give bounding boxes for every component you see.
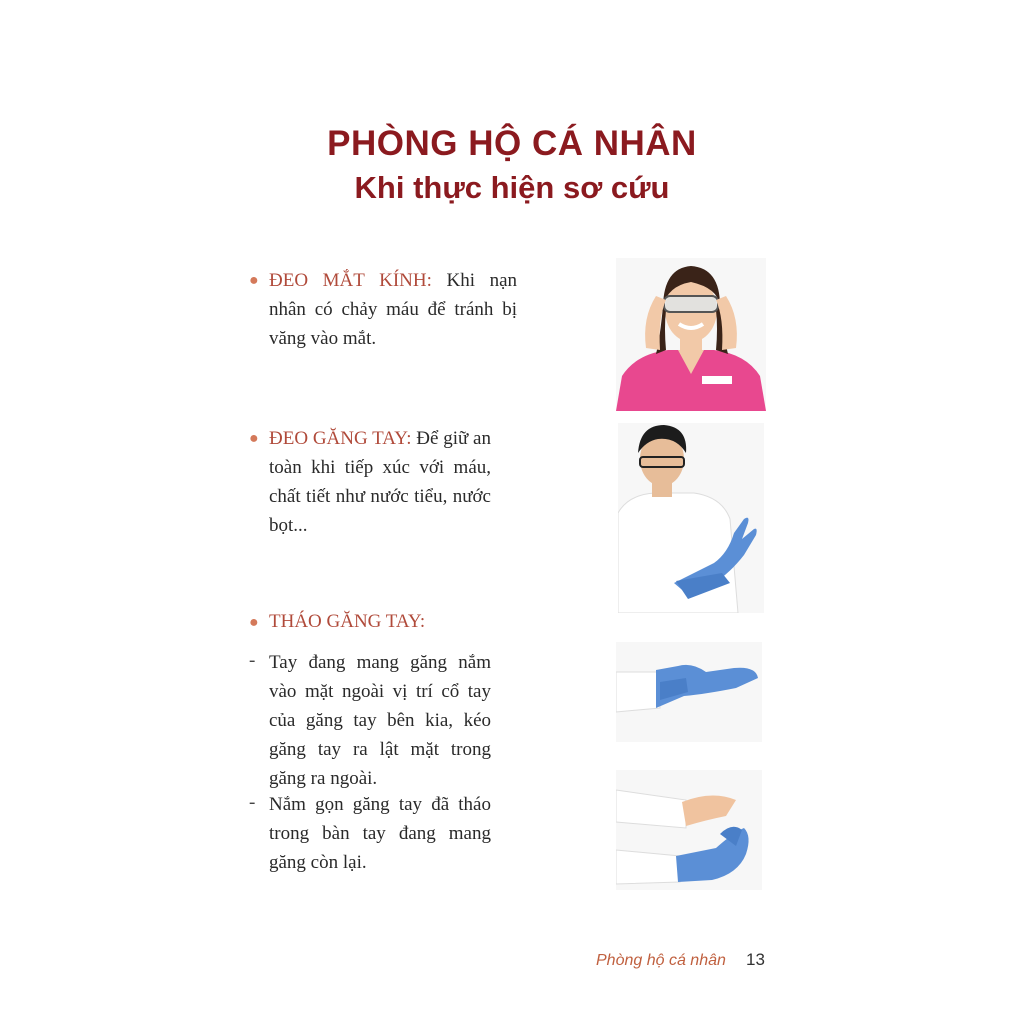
section-remove-gloves — [269, 607, 509, 636]
page-subtitle: Khi thực hiện sơ cứu — [354, 170, 670, 205]
bullet-icon: ● — [249, 614, 259, 631]
section-label: THÁO GĂNG TAY: — [269, 611, 426, 632]
section-text: Để giữ an toàn khi tiếp xúc với máu, chất tiết như nước tiểu, nước bọt... — [269, 428, 491, 536]
photo-removing-gloves-step1 — [616, 642, 762, 742]
dash-marker: - — [249, 792, 256, 813]
step-item: Tay đang mang găng nắm vào mặt ngoài vị trí cổ tay của găng tay bên kia, kéo găng tay ra lật mặt trong găng ra ngoài. — [269, 652, 491, 789]
section-text: Khi nạn nhân có chảy máu để tránh bị văng vào mắt. — [269, 270, 518, 349]
bullet-icon: ● — [249, 430, 259, 447]
section-label: ĐEO GĂNG TAY: — [269, 428, 412, 449]
page-number: 13 — [746, 950, 765, 969]
dash-marker: - — [249, 650, 256, 671]
step-item: Nắm gọn găng tay đã tháo trong bàn tay đang mang găng còn lại. — [269, 794, 491, 873]
section-label: ĐEO MẮT KÍNH: — [269, 270, 432, 291]
bullet-icon: ● — [249, 272, 259, 289]
footer-section-name: Phòng hộ cá nhân — [596, 952, 726, 969]
photo-safety-glasses — [616, 258, 766, 411]
photo-wearing-gloves — [618, 423, 764, 613]
page-title: PHÒNG HỘ CÁ NHÂN — [327, 124, 697, 163]
photo-removing-gloves-step2 — [616, 770, 762, 890]
section-gloves — [269, 424, 491, 540]
section-eyewear — [269, 266, 517, 353]
